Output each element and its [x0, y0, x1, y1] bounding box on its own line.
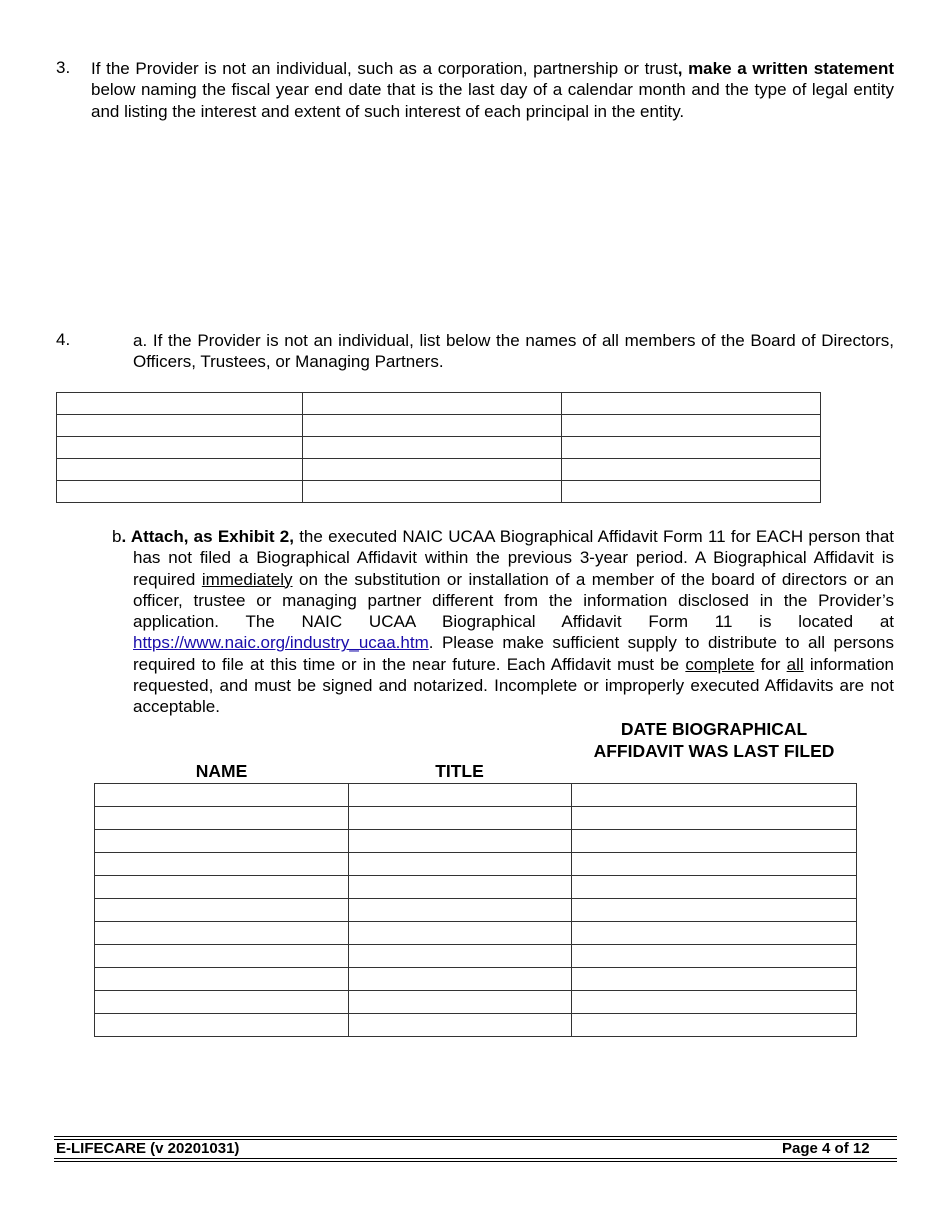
table-cell[interactable]: [57, 437, 303, 459]
table-row: [95, 945, 857, 968]
table-cell[interactable]: [572, 1014, 857, 1037]
table-cell[interactable]: [349, 968, 572, 991]
table-row: [95, 784, 857, 807]
table-cell[interactable]: [95, 876, 349, 899]
table-cell[interactable]: [572, 899, 857, 922]
item-3-text-part: below naming the fiscal year end date that is the last day of a calendar month and the type of legal entity and listing the interest and extent of such interest of each principal in the entity.: [91, 80, 894, 121]
date-header-line: DATE BIOGRAPHICAL: [620, 719, 808, 739]
item-4b-text-part: on the substitution or installation of a member of the board of directors or an officer, trustee or managing partner different from the information disclosed in the Provider’s application. The NAIC UCAA Biographical Affidavit Form 11 is located at: [133, 569, 894, 632]
table-cell[interactable]: [349, 899, 572, 922]
table-cell[interactable]: [572, 922, 857, 945]
table-cell[interactable]: [95, 1014, 349, 1037]
table-cell[interactable]: [95, 784, 349, 807]
board-members-table: [56, 392, 821, 503]
table-row: [95, 1014, 857, 1037]
table-cell[interactable]: [95, 830, 349, 853]
footer-rule-bottom: [54, 1161, 897, 1162]
item-4b-text-part: . Please make sufficient supply to distribute to all persons required to file at this time or in the near future. Each Affidavit must be: [133, 633, 894, 674]
table-cell[interactable]: [303, 393, 562, 415]
table-row: [57, 393, 821, 415]
table-cell[interactable]: [572, 968, 857, 991]
table-row: [95, 991, 857, 1014]
table-cell[interactable]: [572, 853, 857, 876]
footer-page-number: Page 4 of 12: [782, 1140, 870, 1157]
table-cell[interactable]: [562, 437, 821, 459]
item-3-text-part: If the Provider is not an individual, such as a corporation, partnership or trust: [91, 59, 678, 78]
table-cell[interactable]: [303, 437, 562, 459]
item-4b-bold-text: . Attach, as Exhibit 2,: [121, 527, 294, 546]
table-cell[interactable]: [303, 415, 562, 437]
item-4b-text-part: information requested, and must be signed and notarized. Incomplete or improperly executed Affidavits are not acceptable.: [133, 654, 894, 717]
table-row: [57, 437, 821, 459]
table-cell[interactable]: [349, 876, 572, 899]
table-cell[interactable]: [95, 807, 349, 830]
table-cell[interactable]: [349, 922, 572, 945]
item-4b-text: [112, 526, 894, 718]
table-cell[interactable]: [57, 393, 303, 415]
naic-affidavit-link[interactable]: https://www.naic.org/industry_ucaa.htm: [133, 633, 429, 653]
table-row: [95, 968, 857, 991]
table-cell[interactable]: [562, 481, 821, 503]
table-cell[interactable]: [95, 853, 349, 876]
item-3-text: [91, 58, 894, 122]
table-row: [95, 899, 857, 922]
table-row: [95, 830, 857, 853]
table-cell[interactable]: [303, 481, 562, 503]
table-cell[interactable]: [95, 968, 349, 991]
table-cell[interactable]: [349, 1014, 572, 1037]
title-column-header: TITLE: [435, 761, 484, 781]
footer-version: E-LIFECARE (v 20201031): [56, 1140, 240, 1157]
table-cell[interactable]: [572, 784, 857, 807]
date-column-header: [574, 718, 854, 762]
table-row: [95, 922, 857, 945]
table-row: [57, 481, 821, 503]
table-cell[interactable]: [349, 784, 572, 807]
table-cell[interactable]: [95, 991, 349, 1014]
table-cell[interactable]: [572, 876, 857, 899]
table-cell[interactable]: [349, 830, 572, 853]
item-4b-text-part: for: [754, 654, 787, 674]
item-4b-underlined-text: complete: [685, 654, 755, 674]
table-cell[interactable]: [562, 459, 821, 481]
item-4b-text-part: the executed NAIC UCAA Biographical Affidavit Form 11 for EACH person that has not filed a Biographical Affidavit within the previous 3-year period. A Biographical Affidavit is required: [133, 527, 895, 589]
footer-rule-bottom: [54, 1158, 897, 1159]
table-cell[interactable]: [572, 807, 857, 830]
name-column-header: NAME: [195, 761, 248, 781]
table-cell[interactable]: [562, 393, 821, 415]
table-cell[interactable]: [572, 945, 857, 968]
table-row: [57, 459, 821, 481]
table-cell[interactable]: [95, 922, 349, 945]
biographical-affidavit-table: [94, 783, 857, 1037]
table-cell[interactable]: [95, 899, 349, 922]
item-4b-underlined-text: immediately: [201, 569, 293, 589]
table-cell[interactable]: [57, 481, 303, 503]
item-4-number: 4.: [56, 330, 71, 349]
table-cell[interactable]: [303, 459, 562, 481]
table-cell[interactable]: [349, 807, 572, 830]
table-cell[interactable]: [349, 853, 572, 876]
table-cell[interactable]: [57, 459, 303, 481]
table-cell[interactable]: [349, 945, 572, 968]
table-cell[interactable]: [562, 415, 821, 437]
table-row: [95, 807, 857, 830]
date-header-line: AFFIDAVIT WAS LAST FILED: [593, 741, 835, 761]
table-row: [95, 853, 857, 876]
item-4b-letter: b: [112, 527, 122, 546]
item-4a-text: a. If the Provider is not an individual, list below the names of all members of the Board of Directors, Officers, Trustees, or Managing Partners.: [133, 331, 894, 372]
table-cell[interactable]: [57, 415, 303, 437]
table-cell[interactable]: [572, 991, 857, 1014]
table-cell[interactable]: [349, 991, 572, 1014]
item-3-bold-text: , make a written statement: [677, 59, 895, 78]
table-row: [57, 415, 821, 437]
footer-rule-top: [54, 1136, 897, 1137]
table-cell[interactable]: [572, 830, 857, 853]
table-cell[interactable]: [95, 945, 349, 968]
item-4b-underlined-text: all: [786, 654, 804, 674]
table-row: [95, 876, 857, 899]
item-3-number: 3.: [56, 58, 71, 77]
